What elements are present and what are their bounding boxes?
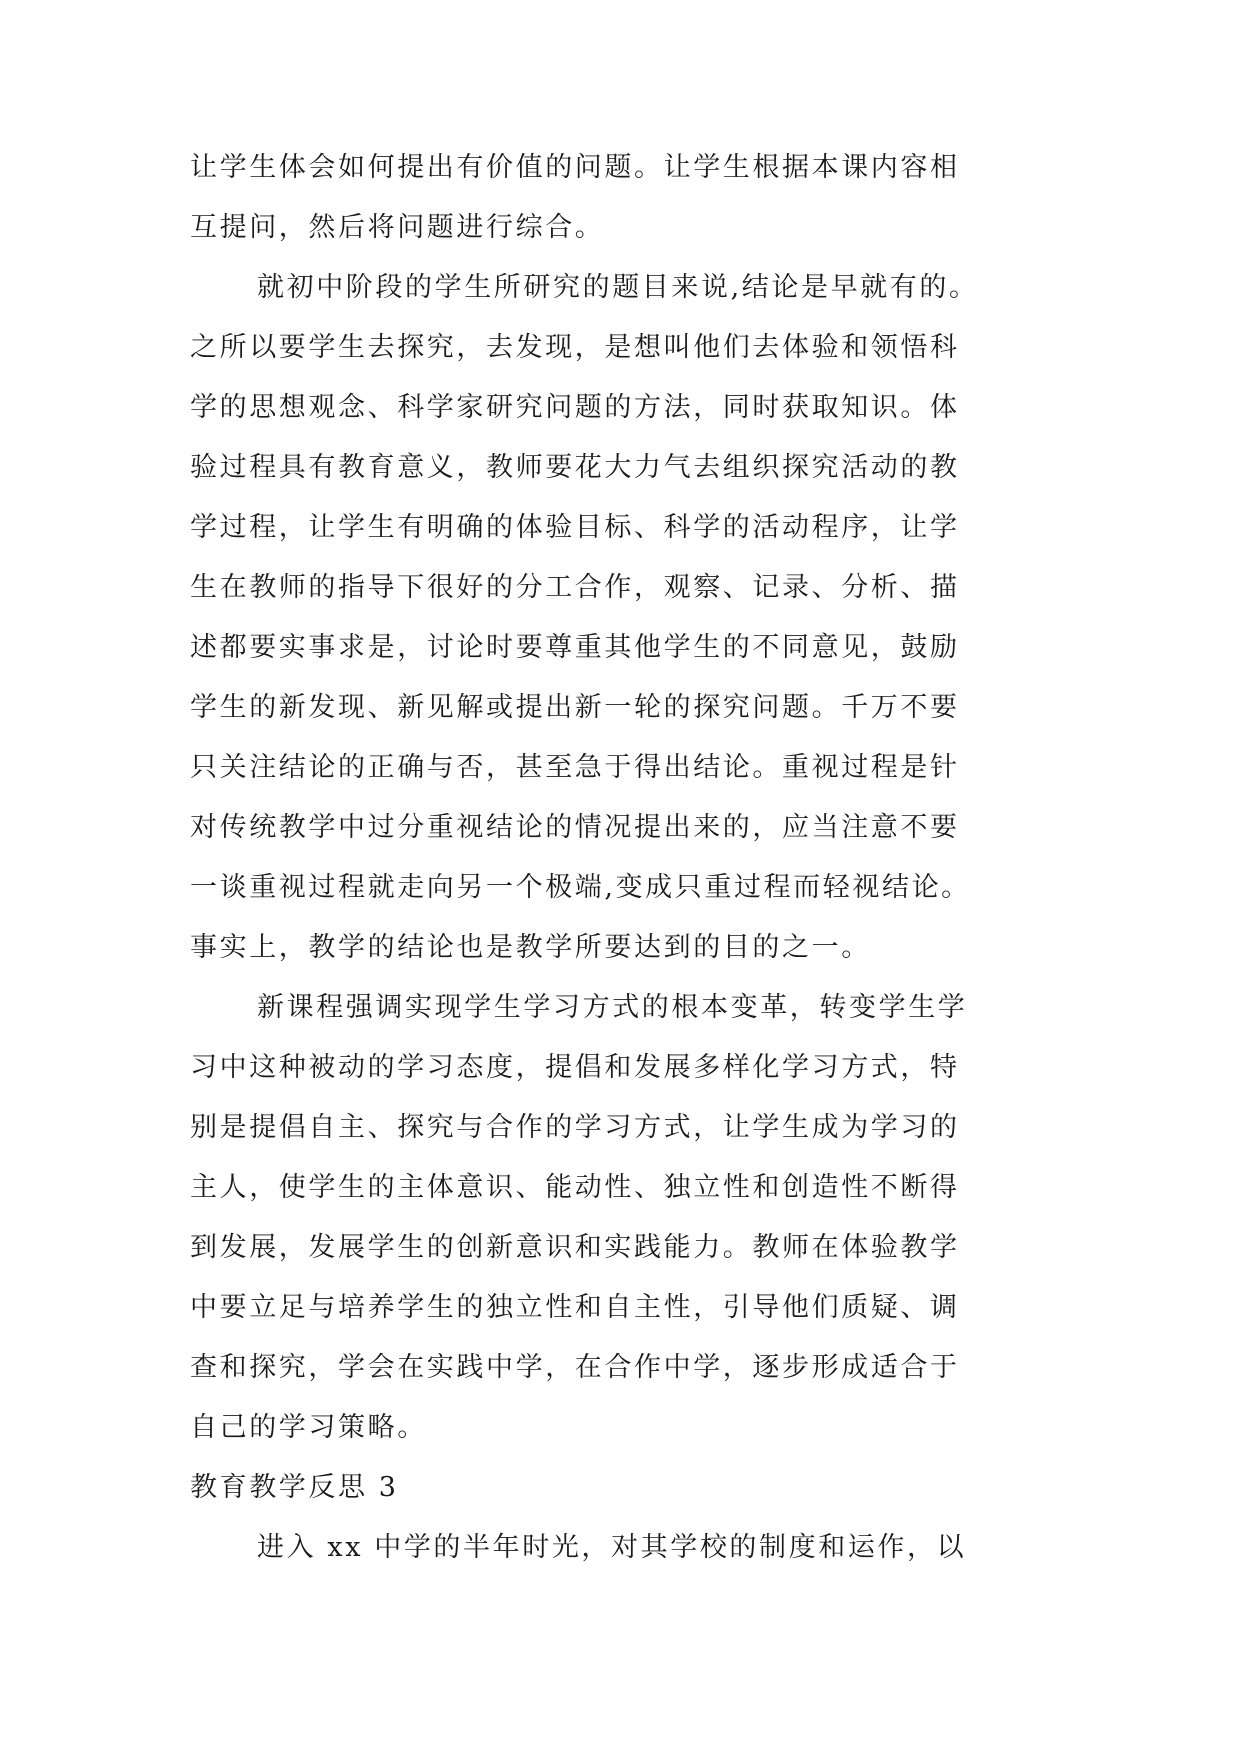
text-line: 学的思想观念、科学家研究问题的方法，同时获取知识。体 (190, 392, 960, 423)
text-line: 查和探究，学会在实践中学，在合作中学，逐步形成适合于 (190, 1352, 960, 1383)
paragraph-start-line: 进入 xx 中学的半年时光，对其学校的制度和运作，以 (257, 1532, 967, 1563)
text-line: 自己的学习策略。 (190, 1412, 427, 1443)
paragraph-start-line: 新课程强调实现学生学习方式的根本变革，转变学生学 (257, 992, 968, 1023)
text-line: 别是提倡自主、探究与合作的学习方式，让学生成为学习的 (190, 1112, 960, 1143)
text-line: 只关注结论的正确与否，甚至急于得出结论。重视过程是针 (190, 752, 960, 783)
text-line: 一谈重视过程就走向另一个极端,变成只重过程而轻视结论。 (190, 872, 971, 903)
section-heading: 教育教学反思 3 (190, 1472, 399, 1503)
text-line: 学生的新发现、新见解或提出新一轮的探究问题。千万不要 (190, 692, 960, 723)
text-line: 互提问，然后将问题进行综合。 (190, 212, 605, 243)
text-line: 主人，使学生的主体意识、能动性、独立性和创造性不断得 (190, 1172, 960, 1203)
text-line: 对传统教学中过分重视结论的情况提出来的，应当注意不要 (190, 812, 960, 843)
text-line: 生在教师的指导下很好的分工合作，观察、记录、分析、描 (190, 572, 960, 603)
paragraph-start-line: 就初中阶段的学生所研究的题目来说,结论是早就有的。 (257, 272, 979, 303)
text-line: 习中这种被动的学习态度，提倡和发展多样化学习方式，特 (190, 1052, 960, 1083)
text-line: 中要立足与培养学生的独立性和自主性，引导他们质疑、调 (190, 1292, 960, 1323)
text-line: 学过程，让学生有明确的体验目标、科学的活动程序，让学 (190, 512, 960, 543)
text-line: 到发展，发展学生的创新意识和实践能力。教师在体验教学 (190, 1232, 960, 1263)
text-line: 述都要实事求是，讨论时要尊重其他学生的不同意见，鼓励 (190, 632, 960, 663)
text-line: 事实上，教学的结论也是教学所要达到的目的之一。 (190, 932, 871, 963)
text-line: 之所以要学生去探究，去发现，是想叫他们去体验和领悟科 (190, 332, 960, 363)
text-line: 让学生体会如何提出有价值的问题。让学生根据本课内容相 (190, 152, 960, 183)
text-line: 验过程具有教育意义，教师要花大力气去组织探究活动的教 (190, 452, 960, 483)
